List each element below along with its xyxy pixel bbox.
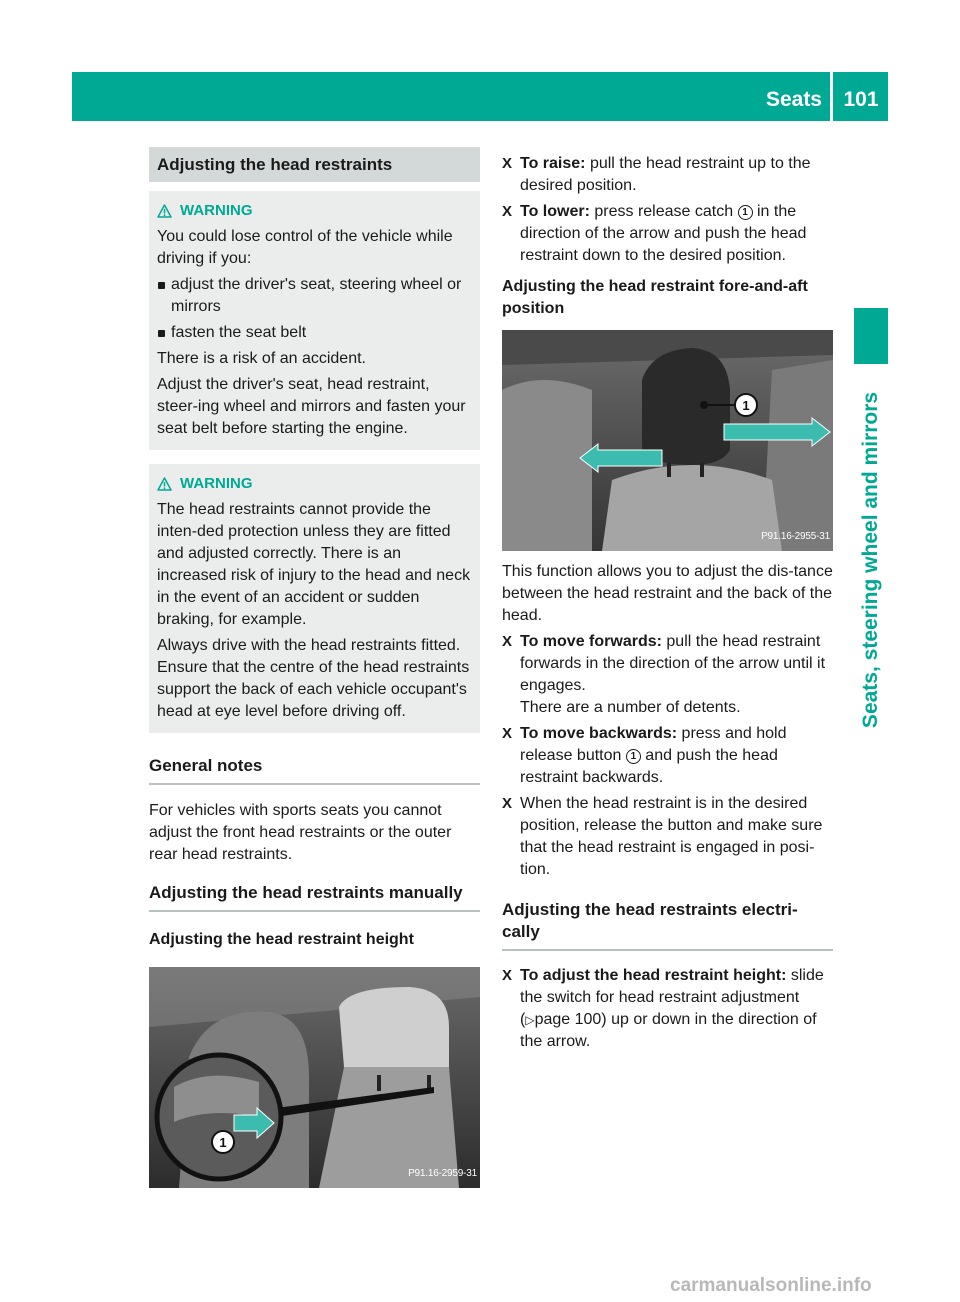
section-title: Seats — [765, 88, 822, 111]
head-restraint-illustration — [502, 330, 833, 551]
callout-marker: 1 — [738, 205, 753, 220]
step-marker-icon: X — [502, 155, 513, 172]
warning-title — [157, 200, 472, 222]
step-label: To move forwards: — [520, 633, 662, 650]
bullet-text: fasten the seat belt — [171, 324, 307, 341]
svg-text:1: 1 — [219, 1135, 227, 1150]
figure-label: P91.16-2955-31 — [761, 531, 830, 542]
step-marker-icon: X — [502, 967, 513, 984]
header-divider — [830, 72, 833, 121]
warning-triangle-icon — [157, 204, 172, 218]
section-heading: Adjusting the head restraints manually — [149, 882, 480, 912]
watermark: carmanualsonline.info — [670, 1275, 872, 1296]
step-marker-icon: X — [502, 203, 513, 220]
page-ref-icon: ▷ — [525, 1013, 535, 1027]
warning-box — [149, 464, 480, 733]
warning-action: Adjust the driver's seat, head restraint, steer-ing wheel and mirrors and fasten your seat belt before starting the engine. — [157, 376, 466, 437]
warning-text: You could lose control of the vehicle while driving if you: — [157, 228, 453, 267]
paragraph: This function allows you to adjust the dis-tance between the head restraint and the back of the head. — [502, 563, 833, 624]
warning-triangle-icon — [157, 477, 172, 491]
section-heading: Adjusting the head restraints electri-cally — [502, 899, 833, 951]
step-text: pull the head restraint forwards in the direction of the arrow until it engages. — [520, 633, 826, 694]
warning-text: Always drive with the head restraints fitted. Ensure that the centre of the head restraints support the back of each vehicle occupant's head at eye level before driving off. — [157, 637, 470, 720]
warning-label: WARNING — [180, 475, 253, 492]
paragraph: For vehicles with sports seats you cannot adjust the front head restraints or the outer rear head restraints. — [149, 802, 452, 863]
instruction-step — [502, 723, 833, 789]
main-heading: Adjusting the head restraints — [149, 147, 480, 182]
list-item — [157, 322, 472, 344]
step-text: slide the switch for head restraint adjustment ( — [520, 967, 824, 1028]
chapter-title: Seats, steering wheel and mirrors — [859, 391, 882, 729]
page-reference-link[interactable]: page 100) up or down in the direction of the arrow. — [520, 1011, 817, 1050]
step-text: press and hold release button — [520, 725, 787, 764]
bullet-icon — [158, 330, 165, 337]
step-text: press release catch — [589, 203, 738, 220]
warning-text: The head restraints cannot provide the inten-ded protection unless they are fitted and adjusted correctly. There is an increased risk of injury to the head and neck in the event of an accident or sudden braking, for example. — [157, 501, 471, 628]
step-marker-icon: X — [502, 725, 513, 742]
instruction-step — [502, 631, 833, 719]
head-restraint-illustration — [149, 967, 480, 1188]
page-header — [72, 72, 888, 121]
section-heading: General notes — [149, 755, 480, 785]
step-note: There are a number of detents. — [520, 699, 741, 716]
warning-box — [149, 191, 480, 450]
bullet-icon — [158, 282, 165, 289]
bullet-text: adjust the driver's seat, steering wheel or mirrors — [171, 276, 462, 315]
right-column — [502, 153, 833, 1053]
step-marker-icon: X — [502, 795, 513, 812]
warning-title — [157, 473, 472, 495]
instruction-step — [502, 153, 833, 197]
step-marker-icon: X — [502, 633, 513, 650]
figure-label: P91.16-2959-31 — [408, 1168, 477, 1179]
step-text: pull the head restraint up to the desired position. — [520, 155, 811, 194]
step-label: To adjust the head restraint height: — [520, 967, 787, 984]
step-text: When the head restraint is in the desired position, release the button and make sure that the head restraint is engaged in posi-tion. — [520, 795, 823, 878]
left-column — [149, 147, 480, 1188]
instruction-step — [502, 965, 833, 1053]
instruction-step — [502, 793, 833, 881]
sub-heading: Adjusting the head restraint fore-and-aft position — [502, 278, 808, 317]
warning-label: WARNING — [180, 202, 253, 219]
step-label: To lower: — [520, 203, 590, 220]
figure-head-restraint-fore-aft — [502, 330, 833, 551]
instruction-step — [502, 201, 833, 267]
step-text: in the direction of the arrow and push the head restraint down to the desired position. — [520, 203, 807, 264]
figure-head-restraint-height — [149, 967, 480, 1188]
page-number: 101 — [843, 88, 879, 111]
sub-heading: Adjusting the head restraint height — [149, 931, 414, 948]
step-text: and push the head restraint backwards. — [520, 747, 778, 786]
svg-text:1: 1 — [742, 398, 750, 413]
warning-risk: There is a risk of an accident. — [157, 350, 366, 367]
callout-marker: 1 — [626, 749, 641, 764]
step-label: To raise: — [520, 155, 586, 172]
step-label: To move backwards: — [520, 725, 678, 742]
list-item — [157, 274, 472, 318]
